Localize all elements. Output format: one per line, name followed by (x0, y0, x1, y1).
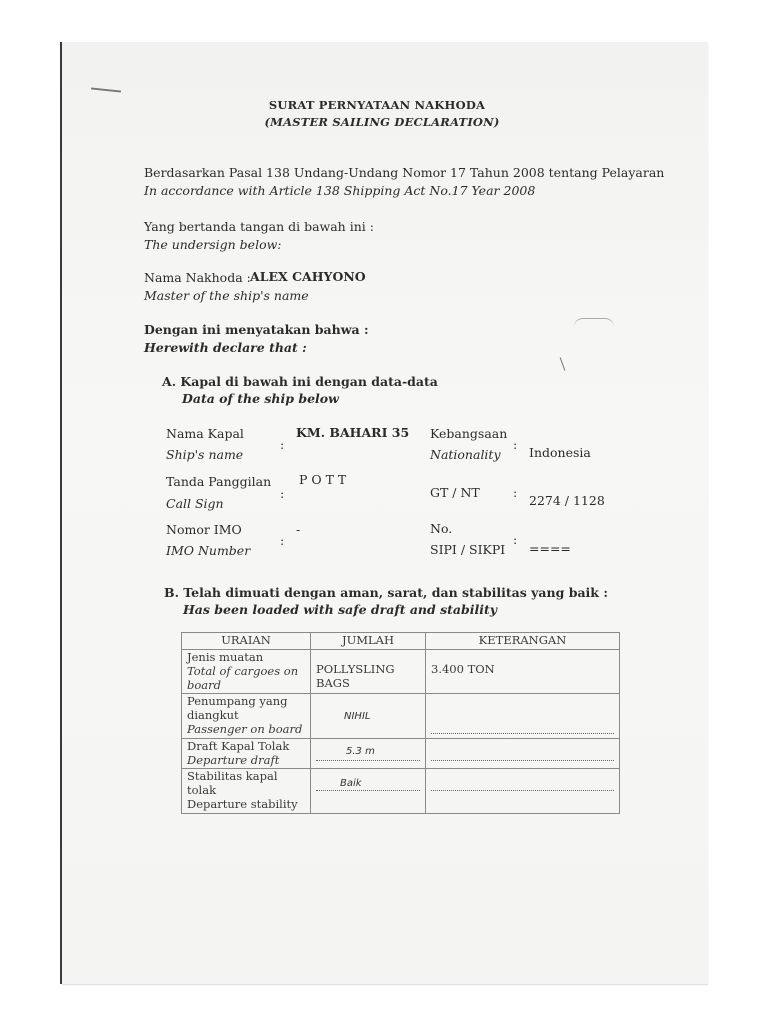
desc-line: Draft Kapal Tolak (187, 738, 290, 753)
row-description (182, 738, 311, 769)
master-name-label: Nama Nakhoda : (144, 270, 251, 285)
row-description (182, 650, 311, 694)
declare-label-en: Herewith declare that : (144, 340, 307, 355)
imo-value: - (296, 522, 301, 537)
row-remark (426, 769, 620, 813)
colon: : (280, 437, 285, 452)
desc-line: Penumpang yang (187, 694, 288, 709)
desc-line-en: Passenger on board (187, 721, 303, 736)
amount-handwritten: NIHIL (344, 711, 371, 723)
master-name-value: ALEX CAHYONO (250, 269, 366, 284)
row-remark (426, 694, 620, 738)
desc-line: tolak (187, 783, 217, 798)
document-page (62, 42, 708, 984)
sipi-label: No. (430, 521, 453, 536)
row-amount (311, 769, 426, 813)
pen-mark (91, 87, 121, 92)
colon: : (513, 437, 518, 452)
desc-line: diangkut (187, 708, 239, 723)
dotted-line (431, 721, 614, 734)
colon: : (513, 485, 518, 500)
legal-basis-en: In accordance with Article 138 Shipping Act No.17 Year 2008 (144, 183, 536, 198)
row-amount (311, 694, 426, 738)
sipi-value: ==== (529, 541, 571, 556)
desc-line-en: Departure draft (187, 752, 280, 767)
row-description (182, 769, 311, 813)
colon: : (280, 533, 285, 548)
document-title: SURAT PERNYATAAN NAKHODA (268, 98, 486, 112)
pen-mark (560, 357, 566, 370)
pen-mark (574, 318, 614, 327)
legal-basis: Berdasarkan Pasal 138 Undang-Undang Nomor 17 Tahun 2008 tentang Pelayaran (144, 165, 665, 180)
ship-name-label: Nama Kapal (166, 426, 244, 441)
desc-line-en: board (187, 677, 222, 692)
row-amount (311, 650, 426, 694)
declare-label: Dengan ini menyatakan bahwa : (144, 322, 369, 337)
table-row (182, 650, 620, 694)
nationality-value: Indonesia (529, 445, 591, 460)
colon: : (280, 486, 285, 501)
remark-value: 3.400 TON (431, 662, 495, 676)
nationality-label: Kebangsaan (430, 426, 508, 441)
amount-value: POLLYSLING BAGS (316, 662, 395, 690)
amount-handwritten: Baik (340, 778, 362, 790)
table-row (182, 738, 620, 769)
row-amount (311, 738, 426, 769)
document-title-en: (MASTER SAILING DECLARATION) (264, 115, 500, 129)
gt-nt-value: 2274 / 1128 (529, 493, 605, 508)
ship-name-label-en: Ship's name (166, 447, 244, 462)
column-header: KETERANGAN (426, 633, 620, 650)
sipi-label-en: SIPI / SIKPI (430, 542, 506, 557)
row-description (182, 694, 311, 738)
master-name-label-en: Master of the ship's name (144, 288, 309, 303)
table-row (182, 694, 620, 738)
call-sign-value: P O T T (299, 472, 347, 487)
desc-line: Stabilitas kapal (187, 769, 278, 784)
section-b-heading-en: Has been loaded with safe draft and stability (183, 602, 498, 617)
section-b-heading: B. Telah dimuati dengan aman, sarat, dan stabilitas yang baik : (164, 585, 608, 600)
call-sign-label: Tanda Panggilan (166, 474, 272, 489)
column-header: URAIAN (182, 633, 311, 650)
imo-label-en: IMO Number (166, 543, 251, 558)
dotted-line (431, 778, 614, 791)
column-header: JUMLAH (311, 633, 426, 650)
dotted-line (431, 748, 614, 761)
colon: : (513, 532, 518, 547)
ship-name-value: KM. BAHARI 35 (296, 425, 410, 440)
undersign-label-en: The undersign below: (144, 237, 282, 252)
desc-line-en: Total of cargoes on (187, 663, 299, 678)
gt-nt-label: GT / NT (430, 485, 480, 500)
section-a-heading: A. Kapal di bawah ini dengan data-data (162, 374, 438, 389)
row-remark (426, 650, 620, 694)
desc-line: Departure stability (187, 796, 298, 811)
undersign-label: Yang bertanda tangan di bawah ini : (144, 219, 374, 234)
amount-handwritten: 5.3 m (346, 745, 375, 757)
section-a-heading-en: Data of the ship below (182, 391, 339, 406)
row-remark (426, 738, 620, 769)
table-header-row (182, 633, 620, 650)
imo-label: Nomor IMO (166, 522, 242, 537)
cargo-table (181, 632, 620, 814)
table-row (182, 769, 620, 813)
nationality-label-en: Nationality (430, 447, 501, 462)
call-sign-label-en: Call Sign (166, 496, 224, 511)
desc-line: Jenis muatan (187, 650, 264, 664)
